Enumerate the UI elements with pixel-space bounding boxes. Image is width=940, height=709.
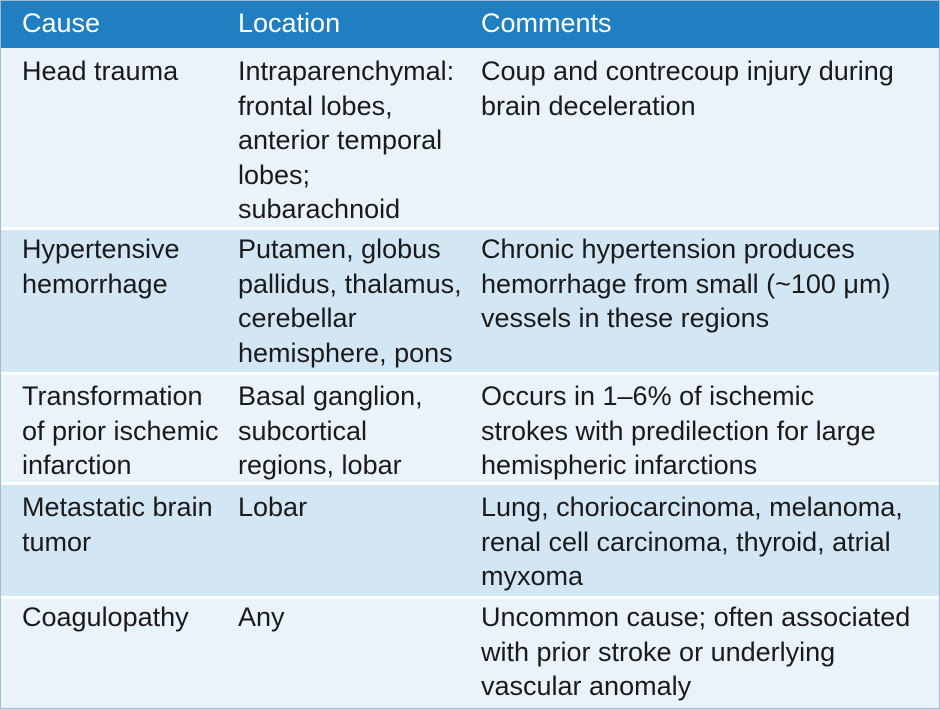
cell-location [238, 490, 307, 525]
cell-comments [481, 54, 894, 123]
cell-line: Lung, choriocarcinoma, melanoma, [481, 492, 903, 522]
cell-line: brain deceleration [481, 90, 696, 121]
cell-line: Head trauma [22, 56, 179, 86]
cell-line: Putamen, globus [238, 234, 441, 264]
cell-cause [22, 379, 219, 483]
cell-line: pallidus, thalamus, [238, 268, 462, 299]
cell-comments [481, 600, 910, 704]
cell-cause [22, 490, 213, 559]
cell-line: renal cell carcinoma, thyroid, atrial [481, 526, 891, 557]
cell-line: cerebellar [238, 303, 357, 333]
cell-line: regions, lobar [238, 450, 402, 480]
cell-line: Intraparenchymal: [238, 56, 455, 86]
cell-line: of prior ischemic [22, 415, 219, 446]
cell-line: Coagulopathy [22, 602, 189, 632]
cell-line: tumor [22, 526, 92, 557]
cell-location [238, 54, 454, 227]
header-cause: Cause [22, 8, 101, 38]
cell-cause [22, 54, 178, 89]
cell-line: hemorrhage from small (~100 μm) [481, 268, 891, 299]
table-row-transformation-ischemic [0, 375, 940, 482]
cell-line: Coup and contrecoup injury during [481, 56, 894, 86]
cell-line: with prior stroke or underlying [481, 636, 836, 667]
cell-cause [22, 600, 189, 635]
header-location: Location [238, 8, 341, 38]
cell-line: Basal ganglion, [238, 381, 423, 411]
cell-line: subarachnoid [238, 194, 401, 224]
cell-line: vessels in these regions [481, 303, 770, 333]
cell-line: Any [238, 602, 285, 632]
cell-location [238, 379, 423, 483]
cell-line: Hypertensive [22, 234, 180, 264]
cell-line: Uncommon cause; often associated [481, 602, 911, 632]
table-header [0, 0, 940, 48]
cell-line: myxoma [481, 561, 584, 591]
cell-line: anterior temporal [238, 125, 443, 155]
cell-line: Metastatic brain [22, 492, 213, 522]
table-row-coagulopathy [0, 599, 940, 709]
cell-line: strokes with predilection for large [481, 415, 876, 446]
cell-line: Occurs in 1–6% of ischemic [481, 381, 815, 411]
cell-comments [481, 232, 890, 336]
cell-line: Transformation [22, 381, 203, 411]
cell-line: subcortical [238, 415, 368, 446]
table-row-head-trauma [0, 48, 940, 227]
cell-line: infarction [22, 450, 132, 480]
cell-comments [481, 379, 876, 483]
cell-comments [481, 490, 903, 594]
table-row-metastatic-tumor [0, 485, 940, 596]
cell-line: hemispheric infarctions [481, 450, 758, 480]
cell-line: frontal lobes, [238, 90, 393, 121]
cell-line: vascular anomaly [481, 671, 692, 701]
cell-line: hemisphere, pons [238, 337, 453, 368]
cell-line: hemorrhage [22, 268, 168, 299]
cell-cause [22, 232, 180, 301]
header-comments: Comments [481, 8, 612, 38]
cell-location [238, 600, 285, 635]
cell-line: lobes; [238, 159, 311, 190]
cell-line: Lobar [238, 492, 308, 522]
table-row-hypertensive-hemorrhage [0, 230, 940, 372]
cell-line: Chronic hypertension produces [481, 234, 855, 264]
cell-location [238, 232, 462, 370]
